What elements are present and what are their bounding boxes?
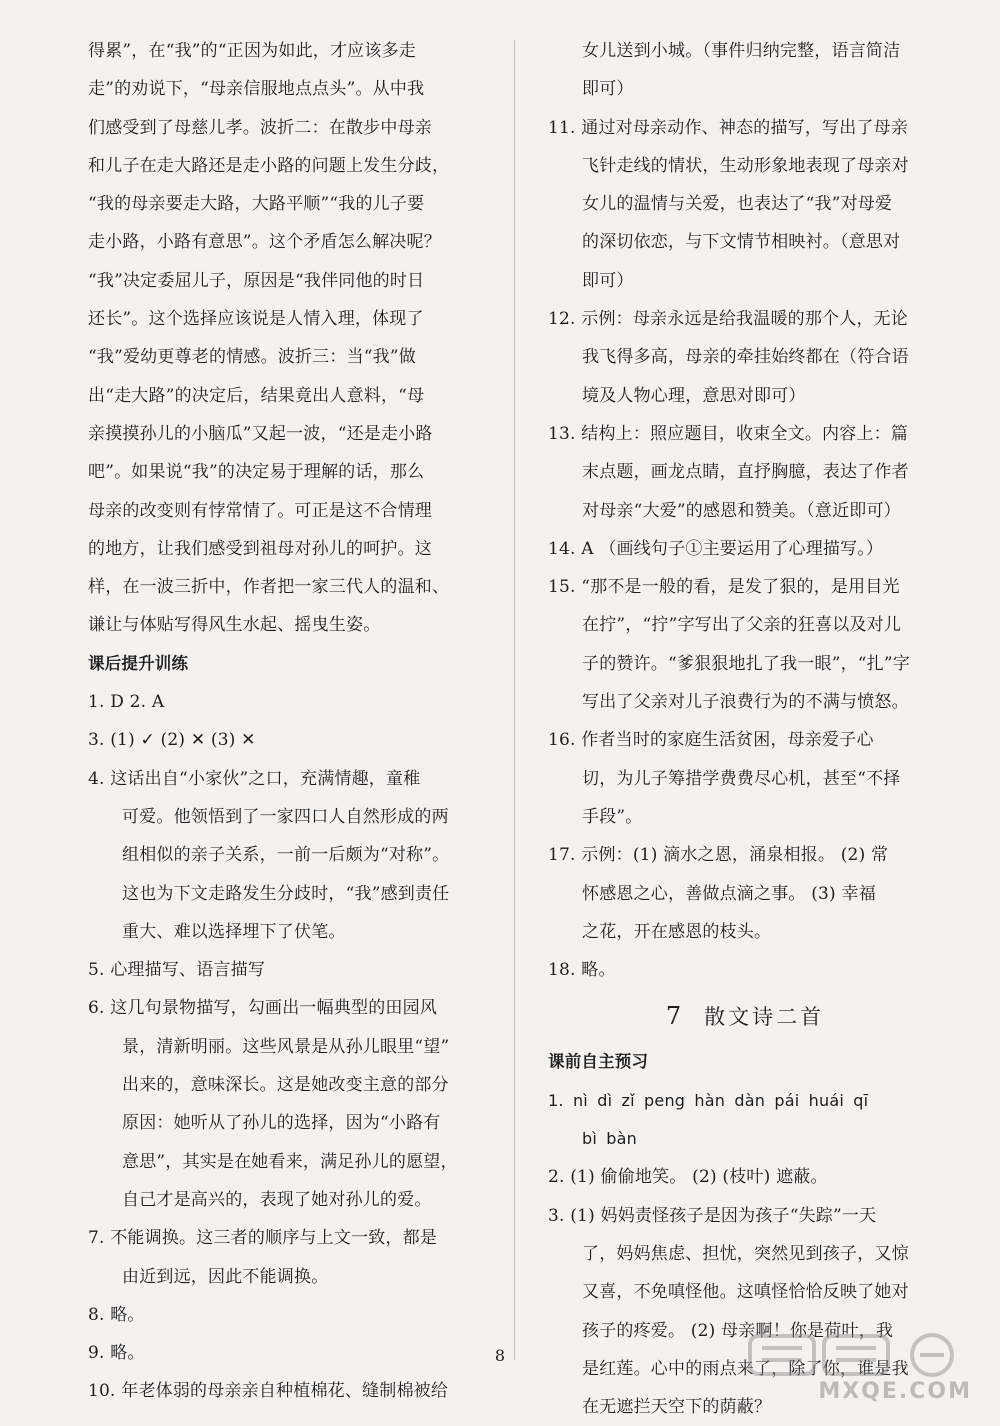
text-line: 5. 心理描写、语言描写	[88, 960, 266, 981]
section-number: 7	[665, 1002, 685, 1031]
watermark	[746, 1332, 986, 1408]
text-line: 手段”。	[582, 806, 643, 827]
text-line: 走”的劝说下，“母亲信服地点点头”。从中我	[88, 79, 425, 100]
text-line: 组相似的亲子关系，一前一后颇为“对称”。	[122, 845, 450, 866]
text-line: 即可）	[582, 79, 634, 100]
text-line: 7. 不能调换。这三者的顺序与上文一致，都是	[88, 1228, 438, 1249]
text-line: 吧”。如果说“我”的决定易于理解的话，那么	[88, 462, 425, 483]
section-subheading: 课前自主预习	[548, 1052, 649, 1072]
text-line: 孩子的疼爱。 (2) 母亲啊！你是荷叶，我	[582, 1320, 894, 1341]
text-line: 1. D 2. A	[88, 692, 165, 713]
watermark-text: MXQE.COM	[818, 1379, 972, 1404]
text-line: 出来的，意味深长。这是她改变主意的部分	[122, 1075, 449, 1096]
text-line: 重大、难以选择埋下了伏笔。	[122, 921, 346, 942]
text-line: 母亲的改变则有悖常情了。可正是这不合情理	[88, 500, 432, 521]
section-heading: 课后提升训练	[88, 653, 189, 673]
text-line: 切，为儿子筹措学费费尽心机，甚至“不择	[582, 768, 901, 789]
text-line: 可爱。他领悟到了一家四口人自然形成的两	[122, 806, 449, 827]
text-line: 对母亲“大爱”的感恩和赞美。（意近即可）	[582, 500, 901, 521]
text-line: 末点题，画龙点睛，直抒胸臆，表达了作者	[582, 462, 909, 483]
text-line: 怀感恩之心，善做点滴之事。 (3) 幸福	[582, 883, 876, 904]
text-line: 亲摸摸孙儿的小脑瓜”又起一波，“还是走小路	[88, 423, 433, 444]
text-line: 的地方，让我们感受到祖母对孙儿的呵护。这	[88, 538, 432, 559]
text-line: 们感受到了母慈儿孝。波折二：在散步中母亲	[88, 117, 432, 138]
text-line: 在拧”，“拧”字写出了父亲的狂喜以及对儿	[582, 615, 902, 636]
text-line: “我的母亲要走大路，大路平顺”“我的儿子要	[88, 194, 425, 215]
text-line: 得累”，在“我”的“正因为如此，才应该多走	[88, 41, 416, 61]
text-line: 即可）	[582, 270, 634, 291]
text-line: 18. 略。	[548, 960, 616, 981]
text-line: 和儿子在走大路还是走小路的问题上发生分歧，	[88, 155, 450, 176]
text-line: 出“走大路”的决定后，结果竟出人意料，“母	[88, 385, 425, 406]
text-line: 13. 结构上：照应题目，收束全文。内容上：篇	[548, 423, 909, 444]
text-line: 走小路，小路有意思”。这个矛盾怎么解决呢？	[88, 232, 441, 253]
pinyin-answer-line: 1. nì dì zǐ peng hàn dàn pái huái qī	[548, 1090, 869, 1110]
text-line: 16. 作者当时的家庭生活贫困，母亲爱子心	[548, 730, 874, 751]
text-line: 女儿送到小城。（事件归纳完整，语言简洁	[582, 41, 901, 61]
text-line: 11. 通过对母亲动作、神态的描写，写出了母亲	[548, 117, 909, 138]
text-line: 我飞得多高，母亲的牵挂始终都在（符合语	[582, 347, 909, 368]
page-number: 8	[494, 1346, 506, 1365]
text-line: 女儿的温情与关爱，也表达了“我”对母爱	[582, 194, 893, 215]
right-column-answers	[548, 32, 942, 989]
right-column	[548, 32, 942, 1426]
section-title-text: 散文诗二首	[704, 1005, 825, 1030]
text-line: 了，妈妈焦虑、担忧，突然见到孩子，又惊	[582, 1243, 909, 1264]
text-line: 自己才是高兴的，表现了她对孙儿的爱。	[122, 1189, 432, 1210]
text-line: 景，清新明丽。这些风景是从孙儿眼里“望”	[122, 1036, 450, 1057]
text-line: 意思”，其实是在她看来，满足孙儿的愿望，	[122, 1151, 458, 1172]
text-line: 由近到远，因此不能调换。	[122, 1266, 329, 1287]
text-line: 是红莲。心中的雨点来了，除了你，谁是我	[582, 1358, 909, 1379]
text-line: 8. 略。	[88, 1304, 145, 1325]
text-line: 14. A （画线句子①主要运用了心理描写。）	[548, 538, 884, 559]
left-column	[88, 32, 480, 1411]
column-divider	[514, 40, 515, 1360]
text-line: 12. 示例：母亲永远是给我温暖的那个人，无论	[548, 309, 909, 330]
text-line: 飞针走线的情状，生动形象地表现了母亲对	[582, 155, 909, 176]
section-title	[548, 989, 942, 1043]
text-line: 之花，开在感恩的枝头。	[582, 921, 772, 942]
text-line: 6. 这几句景物描写，勾画出一幅典型的田园风	[88, 998, 438, 1019]
watermark-logo	[748, 1332, 968, 1378]
text-line: 写出了父亲对儿子浪费行为的不满与愤怒。	[582, 692, 909, 713]
text-line: “我”决定委屈儿子，原因是“我伴同他的时日	[88, 270, 425, 291]
text-line: 2. (1) 偷偷地笑。 (2) (枝叶) 遮蔽。	[548, 1167, 828, 1188]
text-line: 3. (1) ✓ (2) ✕ (3) ✕	[88, 730, 256, 751]
text-line: 3. (1) 妈妈责怪孩子是因为孩子“失踪”一天	[548, 1205, 877, 1226]
text-line: 原因：她听从了孙儿的选择，因为“小路有	[122, 1113, 441, 1134]
text-line: 还长”。这个选择应该说是人情入理，体现了	[88, 309, 424, 330]
text-line: 境及人物心理，意思对即可）	[582, 385, 806, 406]
text-line: 9. 略。	[88, 1343, 145, 1364]
text-line: 15. “那不是一般的看，是发了狠的，是用目光	[548, 577, 900, 598]
text-line: “我”爱幼更尊老的情感。波折三：当“我”做	[88, 347, 416, 368]
text-line: 在无遮拦天空下的荫蔽？	[582, 1397, 772, 1418]
text-line: 10. 年老体弱的母亲亲自种植棉花、缝制棉被给	[88, 1381, 449, 1402]
text-line: 样，在一波三折中，作者把一家三代人的温和、	[88, 577, 450, 598]
text-line: 又喜，不免嗔怪他。这嗔怪恰恰反映了她对	[582, 1282, 909, 1303]
text-line: 4. 这话出自“小家伙”之口，充满情趣，童稚	[88, 768, 421, 789]
text-line: 子的赞许。“爹狠狠地扎了我一眼”，“扎”字	[582, 653, 910, 674]
text-line: 谦让与体贴写得风生水起、摇曳生姿。	[88, 615, 381, 636]
text-line: 17. 示例：(1) 滴水之恩，涌泉相报。 (2) 常	[548, 845, 889, 866]
text-line: 这也为下文走路发生分歧时，“我”感到责任	[122, 883, 450, 904]
text-line: 的深切依恋，与下文情节相映衬。（意思对	[582, 232, 901, 253]
pinyin-answer-line: bì bàn	[582, 1129, 637, 1149]
